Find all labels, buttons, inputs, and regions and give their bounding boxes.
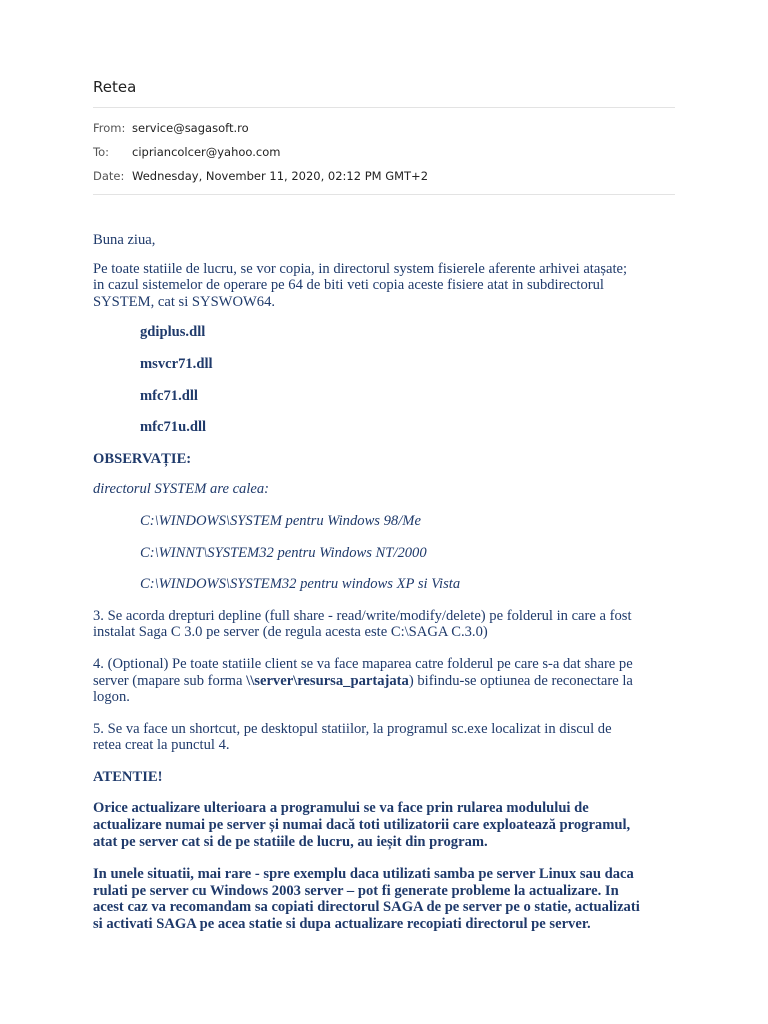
path-item: C:\WINDOWS\SYSTEM32 pentru windows XP si Vista [140,576,461,593]
to-row [93,145,280,159]
instructions-line-1: Pe toate statiile de lucru, se vor copia, in directorul system fisierele aferente arhivei atașate; [93,260,628,277]
from-value[interactable]: service@sagasoft.ro [132,121,249,135]
step-4-line-1: 4. (Optional) Pe toate statiile client se va face maparea catre folderul pe care s-a dat share pe [93,655,633,672]
date-value: Wednesday, November 11, 2020, 02:12 PM GMT+2 [132,169,429,183]
step-4-paragraph [93,656,683,706]
header-divider-bottom [93,194,675,195]
path-item: C:\WINDOWS\SYSTEM pentru Windows 98/Me [140,512,421,529]
dll-item: msvcr71.dll [140,355,213,372]
step-5-paragraph [93,721,683,754]
to-label: To: [93,145,109,159]
observatie-heading: OBSERVAȚIE: [93,450,192,467]
step-3-line-1: 3. Se acorda drepturi depline (full share - read/write/modify/delete) pe folderul in care a fost [93,607,632,624]
warning-paragraph-1 [93,800,683,850]
warning-1-line-1: Orice actualizare ulterioara a programului se va face prin rularea modulului de [93,800,589,817]
dll-item: gdiplus.dll [140,324,206,341]
warning-2-line-3: acest caz va recomandam sa copiati directorul SAGA de pe server pe o statie, actualizati [93,899,640,916]
share-path: \\server\resursa_partajata [246,672,409,689]
step-3-line-2: instalat Saga C 3.0 pe server (de regula acesta este C:\SAGA C.3.0) [93,624,488,641]
warning-2-line-4: si activati SAGA pe acea statie si dupa actualizare recopiati directorul pe server. [93,916,591,933]
atentie-heading: ATENTIE! [93,768,163,785]
date-label: Date: [93,169,125,183]
directory-intro: directorul SYSTEM are calea: [93,481,270,498]
path-item: C:\WINNT\SYSTEM32 pentru Windows NT/2000 [140,544,427,561]
email-body [93,232,683,933]
dll-item: mfc71u.dll [140,419,207,436]
from-label: From: [93,121,126,135]
step-4-line-3: logon. [93,689,130,706]
greeting: Buna ziua, [93,232,156,248]
warning-2-line-2: rulati pe server cu Windows 2003 server – pot fi generate probleme la actualizare. In [93,882,619,899]
date-row [93,169,428,183]
instructions-line-2: in cazul sistemelor de operare pe 64 de biti veti copia aceste fisiere atat in subdirectorul [93,277,604,294]
step-5-line-2: retea creat la punctul 4. [93,737,230,754]
instructions-paragraph [93,261,683,311]
step-3-paragraph [93,608,683,641]
step-5-line-1: 5. Se va face un shortcut, pe desktopul statiilor, la programul sc.exe localizat in discul de [93,720,612,737]
email-subject: Retea [93,78,137,96]
warning-paragraph-2 [93,866,683,932]
from-row [93,121,249,135]
step-4-line-2a: server (mapare sub forma [93,672,247,689]
to-value[interactable]: cipriancolcer@yahoo.com [132,145,281,159]
instructions-line-3: SYSTEM, cat si SYSWOW64. [93,293,276,310]
step-4-line-2c: ) bifindu-se optiunea de reconectare la [408,672,633,689]
dll-item: mfc71.dll [140,387,198,404]
warning-1-line-3: atat pe server cat si de pe statiile de lucru, au ieșit din program. [93,833,488,850]
warning-1-line-2: actualizare numai pe server și numai dacă toti utilizatorii care exploatează programul, [93,817,631,834]
header-divider-top [93,107,675,108]
warning-2-line-1: In unele situatii, mai rare - spre exemplu daca utilizati samba pe server Linux sau daca [93,866,634,883]
